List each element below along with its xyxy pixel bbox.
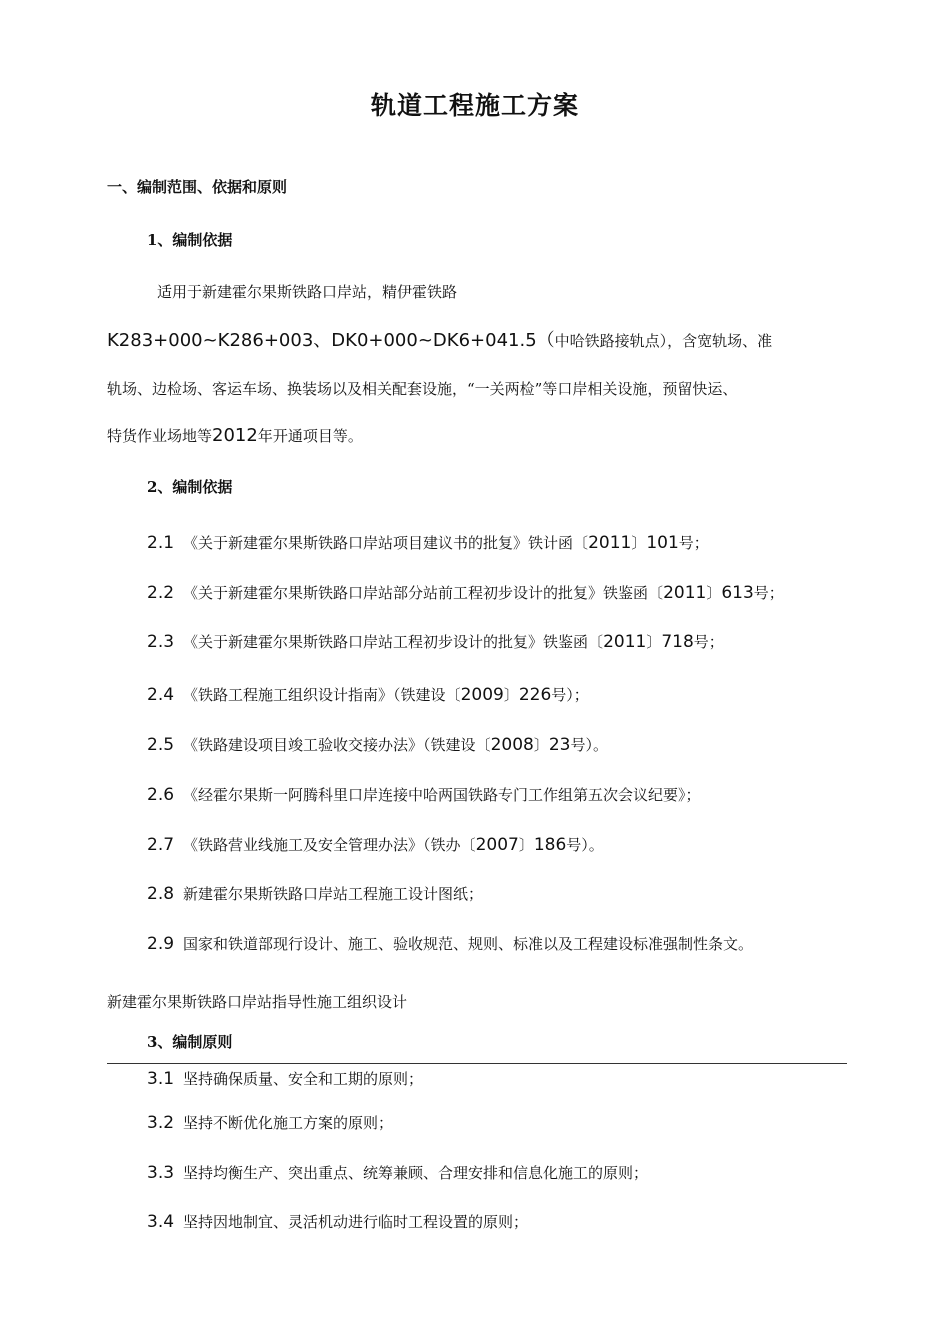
basis-item-doc-number: 23 [548,735,571,755]
basis-item-suffix: 号）； [551,686,589,704]
scope-line-4: 特货作业场地等2012年开通项目等。 [107,425,363,446]
basis-item-doc-number: 226 [518,685,552,705]
basis-item-number: 2.2 [147,583,175,603]
scope-line-2 [107,326,772,352]
basis-item-suffix: 号； [693,633,724,651]
scope-line-3: 轨场、边检场、客运车场、换装场以及相关配套设施，“一关两检”等口岸相关设施，预留快运、 [107,380,738,398]
basis-item-suffix: 号； [678,534,709,552]
basis-item-bracket: 〕 [706,584,722,602]
basis-item-text: 《关于新建霍尔果斯铁路口岸站项目建议书的批复》铁计函〔 [183,534,589,552]
basis-item-bracket: 〕 [503,686,519,704]
principle-item-number: 3.4 [147,1212,175,1232]
basis-item [147,631,724,652]
scope-mileage: K283+000~K286+003、DK0+000~DK6+041.5（ [107,330,555,351]
basis-item-text: 国家和铁道部现行设计、施工、验收规范、规则、标准以及工程建设标准强制性条文。 [183,935,754,953]
basis-item-year: 2011 [588,533,632,553]
basis-item-number: 2.6 [147,785,175,805]
principle-item [147,1112,393,1133]
document-title: 轨道工程施工方案 [370,91,579,120]
subsection-heading-2: 2、编制依据 [147,478,233,496]
basis-item-text: 《铁路营业线施工及安全管理办法》（铁办〔 [183,836,476,854]
basis-item-year: 2008 [490,735,534,755]
principle-item-number: 3.3 [147,1163,175,1183]
scope-line-2-text: 中哈铁路接轨点），含宽轨场、准 [554,332,773,350]
section-heading-1: 一、编制范围、依据和原则 [107,178,288,196]
principle-item [147,1162,648,1183]
basis-item [147,933,753,954]
principle-item-number: 3.1 [147,1069,175,1089]
principle-item-number: 3.2 [147,1113,175,1133]
basis-item-number: 2.5 [147,735,175,755]
scope-line-1: 适用于新建霍尔果斯铁路口岸站，精伊霍铁路 [157,283,458,301]
basis-item-text: 《经霍尔果斯一阿腾科里口岸连接中哈两国铁路专门工作组第五次会议纪要》； [183,786,701,804]
principle-item-text: 坚持因地制宜、灵活机动进行临时工程设置的原则； [183,1213,529,1231]
basis-item-year: 2011 [603,632,647,652]
basis-item-text: 《关于新建霍尔果斯铁路口岸站工程初步设计的批复》铁鉴函〔 [183,633,604,651]
basis-item [147,834,604,855]
basis-item [147,784,701,805]
basis-item-number: 2.8 [147,884,175,904]
basis-item [147,532,709,553]
basis-item-suffix: 号； [753,584,784,602]
basis-item-text: 《铁路建设项目竣工验收交接办法》（铁建设〔 [183,736,491,754]
basis-item-number: 2.1 [147,533,175,553]
basis-item-year: 2009 [460,685,504,705]
principle-item [147,1211,528,1232]
basis-item-doc-number: 718 [661,632,694,652]
basis-item-bracket: 〕 [646,633,662,651]
principle-item-text: 坚持确保质量、安全和工期的原则； [183,1070,424,1088]
guide-line: 新建霍尔果斯铁路口岸站指导性施工组织设计 [107,993,408,1011]
principle-item-text: 坚持不断优化施工方案的原则； [183,1114,394,1132]
basis-item-suffix: 号）。 [566,836,604,854]
basis-item-number: 2.3 [147,632,175,652]
basis-item-number: 2.9 [147,934,175,954]
basis-item-doc-number: 613 [721,583,754,603]
basis-item [147,883,483,904]
principle-item [147,1068,423,1089]
basis-item-text: 《关于新建霍尔果斯铁路口岸站部分站前工程初步设计的批复》铁鉴函〔 [183,584,664,602]
principle-item-text: 坚持均衡生产、突出重点、统筹兼顾、合理安排和信息化施工的原则； [183,1164,649,1182]
basis-item-number: 2.7 [147,835,175,855]
basis-item-bracket: 〕 [518,836,534,854]
horizontal-rule [107,1063,847,1064]
basis-item [147,734,608,755]
basis-item-text: 《铁路工程施工组织设计指南》（铁建设〔 [183,686,461,704]
basis-item-bracket: 〕 [533,736,549,754]
subsection-heading-3: 3、编制原则 [147,1033,233,1051]
basis-item-text: 新建霍尔果斯铁路口岸站工程施工设计图纸； [183,885,484,903]
basis-item-year: 2011 [663,583,707,603]
basis-item-doc-number: 186 [533,835,567,855]
basis-item-doc-number: 101 [646,533,679,553]
basis-item-number: 2.4 [147,685,175,705]
basis-item [147,684,589,705]
scope-year: 2012 [212,425,258,446]
basis-item-year: 2007 [475,835,519,855]
basis-item [147,582,784,603]
subsection-heading-1: 1、编制依据 [147,231,233,249]
basis-item-suffix: 号）。 [570,736,608,754]
basis-item-bracket: 〕 [631,534,647,552]
